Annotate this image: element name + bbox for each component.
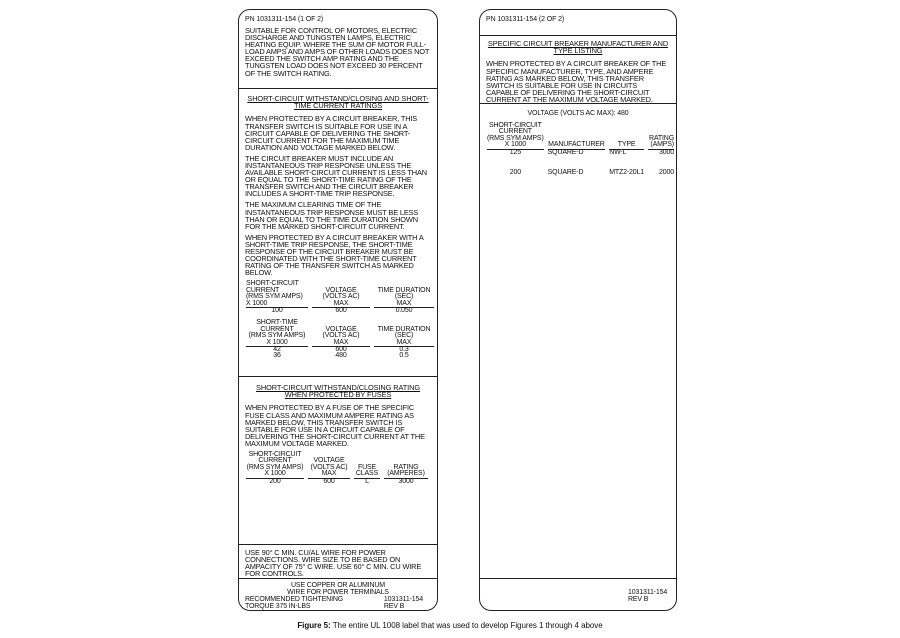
manufacturer-table [485,123,676,176]
header-line: RATING [393,463,419,471]
header-line: (VOLTS AC) [310,463,348,471]
wire-note: USE 90° C MIN. CU/AL WIRE FOR POWER CONNECTIONS. WIRE SIZE TO BE BASED ON AMPACITY OF 75° C WIRE. USE 60° C MIN. CU WIRE FOR CONTROLS. [245,548,422,579]
header-line: MANUFACTURER [548,141,605,149]
table-cell: 480 [335,352,347,360]
part-number: PN 1031311-154 (1 OF 2) [245,16,324,23]
table-cell: 125 [509,148,521,156]
header-line: VOLTAGE [313,457,345,465]
header-line: SHORT-CIRCUIT [488,122,542,129]
table-cell: L [365,477,369,485]
table-cell: SQUARE-D [547,148,584,156]
header-line: TYPE [609,142,644,149]
header-line: X 1000 [246,301,308,308]
header-cell [244,281,310,308]
table-row [485,170,676,176]
fuse-heading: SHORT-CIRCUIT WITHSTAND/CLOSING RATING WHEN PROTECTED BY FUSES [256,383,420,400]
short-time-table [244,320,436,359]
header-cell [646,123,676,150]
footer-right [384,596,423,610]
header-cell [306,452,352,479]
table-cell: NW-L [609,148,627,156]
wire-note-section [239,544,437,578]
footer-section [239,578,437,611]
manufacturer-paragraph: WHEN PROTECTED BY A CIRCUIT BREAKER OF THE SPECIFIC MANUFACTURER, TYPE, AND AMPERE RATING AS MARKED BELOW, THIS TRANSFER SWITCH IS SUITABLE FOR USE IN CIRCUITS CAPABLE OF DELIVERING THE SHORT-CIRCUIT CURRENT AT THE MAXIMUM VOLTAGE MARKED. [486,59,667,104]
header-cell [244,320,310,347]
header-line: (RMS SYM AMPS) [487,134,544,142]
panel2-header [480,10,676,35]
table-cell: SQUARE-D [547,169,584,177]
torque-label: RECOMMENDED TIGHTENING [245,596,344,603]
table-cell: 2000 [659,169,674,177]
header-line: (VOLTS AC) [322,293,360,301]
header-line: CURRENT [246,286,280,294]
header-line: CURRENT [498,128,532,136]
table-cell: 36 [273,352,281,360]
header-line: X 1000 [246,471,304,478]
header-line: X 1000 [246,340,308,347]
table-cell: 600 [335,307,347,314]
table-cell: 42 [273,346,281,354]
fuse-table [244,452,430,485]
header-cell [310,320,372,347]
header-line: (VOLTS AC) [322,332,360,340]
table-row [244,353,436,359]
header-line: RATING [648,134,674,142]
header-line: (RMS SYM AMPS) [246,463,304,471]
header-line: (RMS SYM AMPS) [248,332,306,340]
header-line: (SEC) [394,293,414,301]
header-line: MAX [312,340,370,347]
manufacturer-section [480,35,676,103]
caption-text: The entire UL 1008 label that was used to develop Figures 1 through 4 above [330,621,603,630]
table-row [244,308,436,314]
header-line: CURRENT [260,325,294,333]
header-cell [244,452,306,479]
table-cell: 200 [509,169,521,177]
footer-center-text: USE COPPER OR ALUMINUM WIRE FOR POWER TERMINALS [287,582,389,596]
table-cell: 0.050 [395,307,413,314]
short-circuit-table [244,281,436,314]
header-line: MAX [374,301,434,308]
header-line: TIME DURATION [377,286,431,294]
manufacturer-heading: SPECIFIC CIRCUIT BREAKER MANUFACTURER AND TYPE LISTING [487,39,669,56]
footer-revision: REV B [383,603,405,610]
table-cell: 600 [335,346,347,354]
header-line: FUSE [357,463,377,471]
header-line: (AMPERES) [384,471,428,478]
header-line: VOLTAGE [325,286,357,294]
header-cell [372,320,436,347]
label-panel-1 [238,9,438,611]
header-line: MAX [374,340,434,347]
header-cell [546,123,608,150]
cb-paragraph-2: THE CIRCUIT BREAKER MUST INCLUDE AN INSTANTANEOUS TRIP RESPONSE UNLESS THE AVAILABLE SHORT-CIRCUIT CURRENT IS LESS THAN OR EQUAL TO THE SHORT-TIME RATING OF THE TRANSFER SWITCH AND THE CIRCUIT BREAKER INCLUDES A SHORT-TIME TRIP RESPONSE. [245,153,427,199]
intro-section [239,10,437,88]
footer-revision: REV B [628,596,649,603]
header-line: SHORT-CIRCUIT [246,280,299,288]
fuse-section [239,376,437,544]
header-cell [310,281,372,308]
table-cell: 600 [323,477,335,485]
table-cell: 3000 [398,477,414,485]
intro-text: SUITABLE FOR CONTROL OF MOTORS, ELECTRIC DISCHARGE AND TUNGSTEN LAMPS, ELECTRIC HEATING EQUIP. WHERE THE SUM OF MOTOR FULL-LOAD AMPS AND AMPS OF OTHER LOADS DOES NOT EXCEED THE SWITCH AMP RATING AND THE TUNGSTEN LOAD DOES NOT EXCEED 30 PERCENT OF THE SWITCH RATING. [245,26,430,78]
header-line: (SEC) [394,332,414,340]
label-panel-2 [479,9,677,611]
footer-part-number: 1031311-154 [383,596,423,603]
footer-part-number: 1031311-154 [628,589,668,596]
header-cell [382,452,430,479]
header-line: SHORT-TIME [256,319,298,327]
header-line: MAX [312,301,370,308]
header-cell [607,123,646,150]
part-number: PN 1031311-154 (2 OF 2) [486,16,565,23]
footer-row [239,596,437,610]
header-line: TIME DURATION [377,325,431,333]
caption-label: Figure 5: [297,621,331,630]
header-cell [372,281,436,308]
cb-paragraph-4: WHEN PROTECTED BY A CIRCUIT BREAKER WITH A SHORT-TIME TRIP RESPONSE, THE SHORT-TIME RESPONSE OF THE CIRCUIT BREAKER MUST BE COORDINATED WITH THE SHORT-TIME CURRENT RATING OF THE TRANSFER SWITCH AS MARKED BELOW. [245,232,424,278]
listing-section [480,103,676,578]
footer-left [245,596,343,610]
table-cell: 0.5 [399,352,409,360]
header-line: VOLTAGE [325,325,357,333]
table-cell: 200 [269,477,281,485]
table-cell: 3000 [659,148,674,156]
header-line: X 1000 [487,142,544,149]
circuit-breaker-section [239,88,437,376]
panel2-footer [480,578,676,611]
figure-caption [0,621,900,630]
header-cell [352,452,382,479]
cb-heading: SHORT-CIRCUIT WITHSTAND/CLOSING AND SHORT-TIME CURRENT RATINGS [247,94,429,111]
header-line: (RMS SYM AMPS) [246,293,303,301]
fuse-paragraph: WHEN PROTECTED BY A FUSE OF THE SPECIFIC FUSE CLASS AND MAXIMUM AMPERE RATING AS MARKED BELOW, THIS TRANSFER SWITCH IS SUITABLE FOR USE IN A CIRCUIT CAPABLE OF DELIVERING THE SHORT-CIRCUIT CURRENT AT THE MAXIMUM VOLTAGE MARKED. [245,403,425,448]
header-line: (AMPS) [648,142,674,149]
cb-paragraph-3: THE MAXIMUM CLEARING TIME OF THE INSTANTANEOUS TRIP RESPONSE MUST BE LESS THAN OR EQUAL TO THE TIME DURATION SHOWN FOR THE MARKED SHORT-CIRCUIT CURRENT. [245,200,419,231]
torque-value: TORQUE 375 IN-LBS [245,603,311,610]
header-line: CURRENT [258,457,292,465]
cb-paragraph-1: WHEN PROTECTED BY A CIRCUIT BREAKER, THIS TRANSFER SWITCH IS SUITABLE FOR USE IN A CIRCUIT CAPABLE OF DELIVERING THE SHORT-CIRCUIT CURRENT FOR THE MAXIMUM TIME DURATION AND VOLTAGE MARKED BELOW. [245,114,418,152]
table-cell: 0.3 [399,346,409,354]
header-line: CLASS [355,470,379,478]
table-row [244,479,430,485]
table-cell: MTZ2-20L1 [609,169,645,177]
header-cell [485,123,546,150]
voltage-rating: VOLTAGE (VOLTS AC MAX): 480 [527,110,629,117]
table-cell: 100 [271,307,283,314]
header-line: SHORT-CIRCUIT [248,450,302,458]
header-line: MAX [308,471,350,478]
